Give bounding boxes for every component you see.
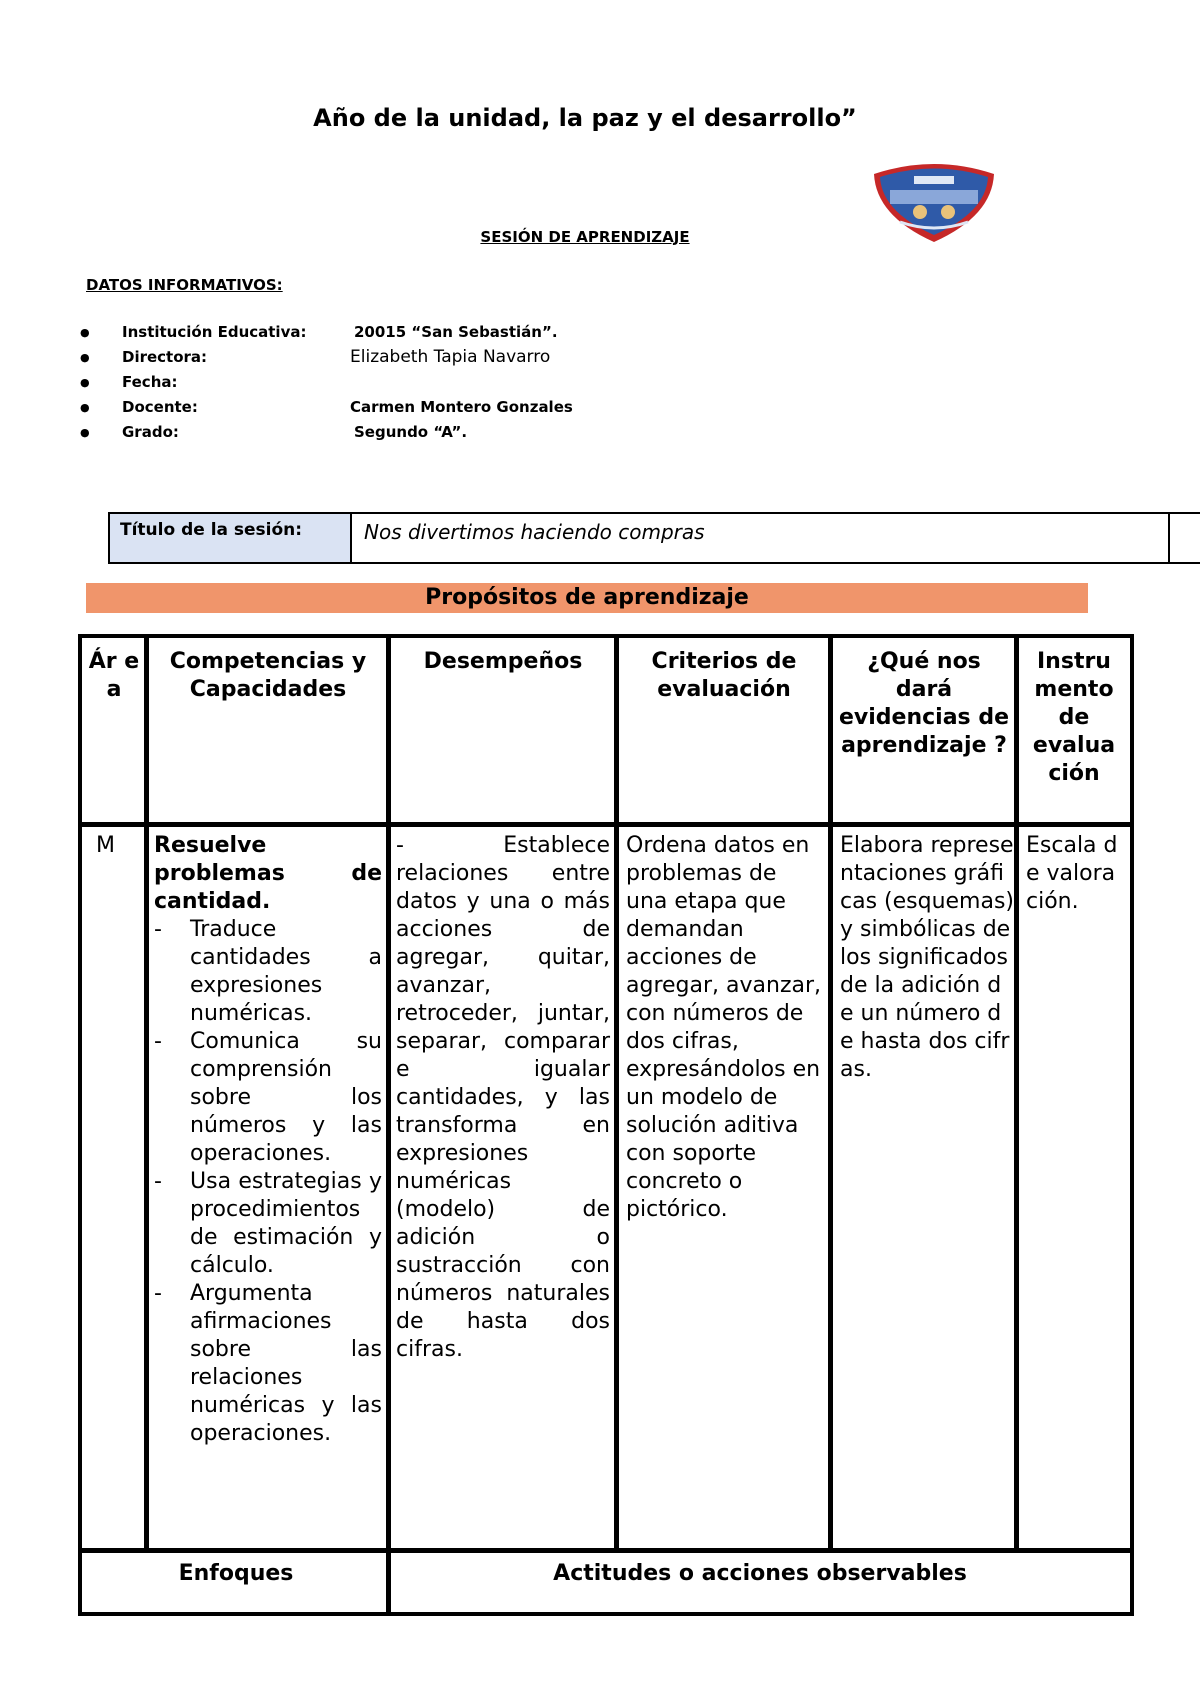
cell-area: M [96, 833, 115, 858]
header-evidence: ¿Qué nos dará evidencias de aprendizaje ? [839, 649, 1009, 758]
purposes-heading: Propósitos de aprendizaje [86, 583, 1088, 613]
table-divider [386, 638, 391, 1612]
competence-title: Resuelve problemas de cantidad. [154, 833, 382, 914]
table-divider [828, 638, 833, 1552]
cell-evidence: Elabora representaciones gráficas (esquemas) y simbólicas de los significados de la adición de un número de hasta dos cifras. [840, 833, 1015, 1082]
purposes-table [78, 634, 1134, 1616]
table-divider [82, 1548, 1130, 1553]
info-label: Docente: [122, 398, 198, 416]
datos-heading: DATOS INFORMATIVOS: [86, 276, 283, 294]
capacity-item: - Traduce cantidades a expresiones numéricas. [154, 916, 382, 1028]
info-label: Institución Educativa: [122, 323, 307, 341]
session-title-value: Nos divertimos haciendo compras [364, 520, 705, 544]
cell-performance: - Establece relaciones entre datos y una o más acciones de agregar, quitar, avanzar, retroceder, juntar, separar, comparar e igualar cantidades, y las transforma en expresiones numéricas (modelo) de adición o sustracción con números naturales de hasta dos cifras. [396, 833, 610, 1362]
table-divider [82, 822, 1130, 827]
capacity-item: - Comunica su comprensión sobre los números y las operaciones. [154, 1028, 382, 1168]
capacities-list [154, 916, 382, 1448]
header-instrument: Instru mento de evalua ción [1032, 649, 1116, 786]
cell-instrument: Escala de valoración. [1026, 833, 1118, 914]
table-divider [1014, 638, 1019, 1552]
session-title-box [108, 512, 1200, 564]
title-box-divider [1168, 514, 1170, 562]
bullet-icon: ● [80, 326, 90, 339]
table-divider [614, 638, 619, 1552]
info-label: Directora: [122, 348, 208, 366]
footer-actions: Actitudes o acciones observables [553, 1561, 967, 1586]
info-value: Elizabeth Tapia Navarro [350, 347, 551, 367]
capacity-item: - Argumenta afirmaciones sobre las relaciones numéricas y las operaciones. [154, 1280, 382, 1448]
info-label: Fecha: [122, 373, 178, 391]
bullet-icon: ● [80, 426, 90, 439]
capacity-item: - Usa estrategias y procedimientos de estimación y cálculo. [154, 1168, 382, 1280]
info-value: 20015 “San Sebastián”. [354, 323, 558, 341]
header-performances: Desempeños [423, 649, 583, 674]
year-title: Año de la unidad, la paz y el desarrollo” [313, 104, 857, 132]
header-criteria: Criterios de evaluación [651, 649, 797, 702]
bullet-icon: ● [80, 351, 90, 364]
header-area: Ár e a [88, 649, 140, 702]
session-heading: SESIÓN DE APRENDIZAJE [480, 228, 690, 246]
footer-approaches: Enfoques [178, 1561, 294, 1586]
session-title-label: Título de la sesión: [110, 514, 352, 562]
info-label: Grado: [122, 423, 179, 441]
cell-criteria: Ordena datos en problemas de una etapa que demandan acciones de agregar, avanzar, con números de dos cifras, expresándolos en un modelo de solución aditiva con soporte concreto o pictórico. [626, 833, 822, 1222]
cell-competences [154, 832, 382, 1448]
header-competences: Competencias y Capacidades [169, 649, 367, 702]
bullet-icon: ● [80, 376, 90, 389]
info-value: Carmen Montero Gonzales [350, 398, 573, 416]
table-divider [144, 638, 149, 1552]
info-value: Segundo “A”. [354, 423, 468, 441]
bullet-icon: ● [80, 401, 90, 414]
